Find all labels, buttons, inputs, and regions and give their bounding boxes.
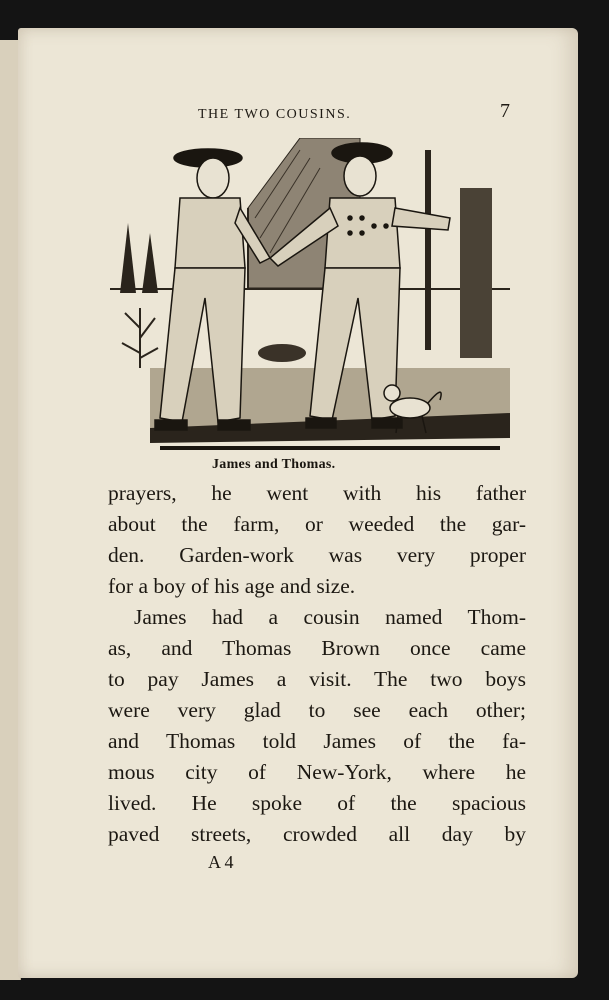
text-line: to pay James a visit. The two boys (108, 667, 526, 691)
running-title: THE TWO COUSINS. (198, 107, 352, 122)
illustration-caption: James and Thomas. (212, 457, 336, 472)
signature-mark: A 4 (208, 852, 234, 872)
text-line: prayers, he went with his father (108, 481, 526, 505)
text-line: den. Garden-work was very proper (108, 543, 526, 567)
body-text (108, 478, 526, 850)
text-line: for a boy of his age and size. (108, 574, 356, 598)
text-line: James had a cousin named Thom- (134, 605, 526, 629)
text-line: were very glad to see each other; (108, 698, 526, 722)
woodcut-illustration (110, 138, 510, 456)
text-line: paved streets, crowded all day by (108, 822, 526, 846)
plant-shape (122, 308, 158, 368)
page-number: 7 (500, 100, 510, 122)
text-line: mous city of New-York, where he (108, 760, 526, 784)
text-line: lived. He spoke of the spacious (108, 791, 526, 815)
text-line: about the farm, or weeded the gar- (108, 512, 526, 536)
text-line: and Thomas told James of the fa- (108, 729, 526, 753)
text-line: as, and Thomas Brown once came (108, 636, 526, 660)
